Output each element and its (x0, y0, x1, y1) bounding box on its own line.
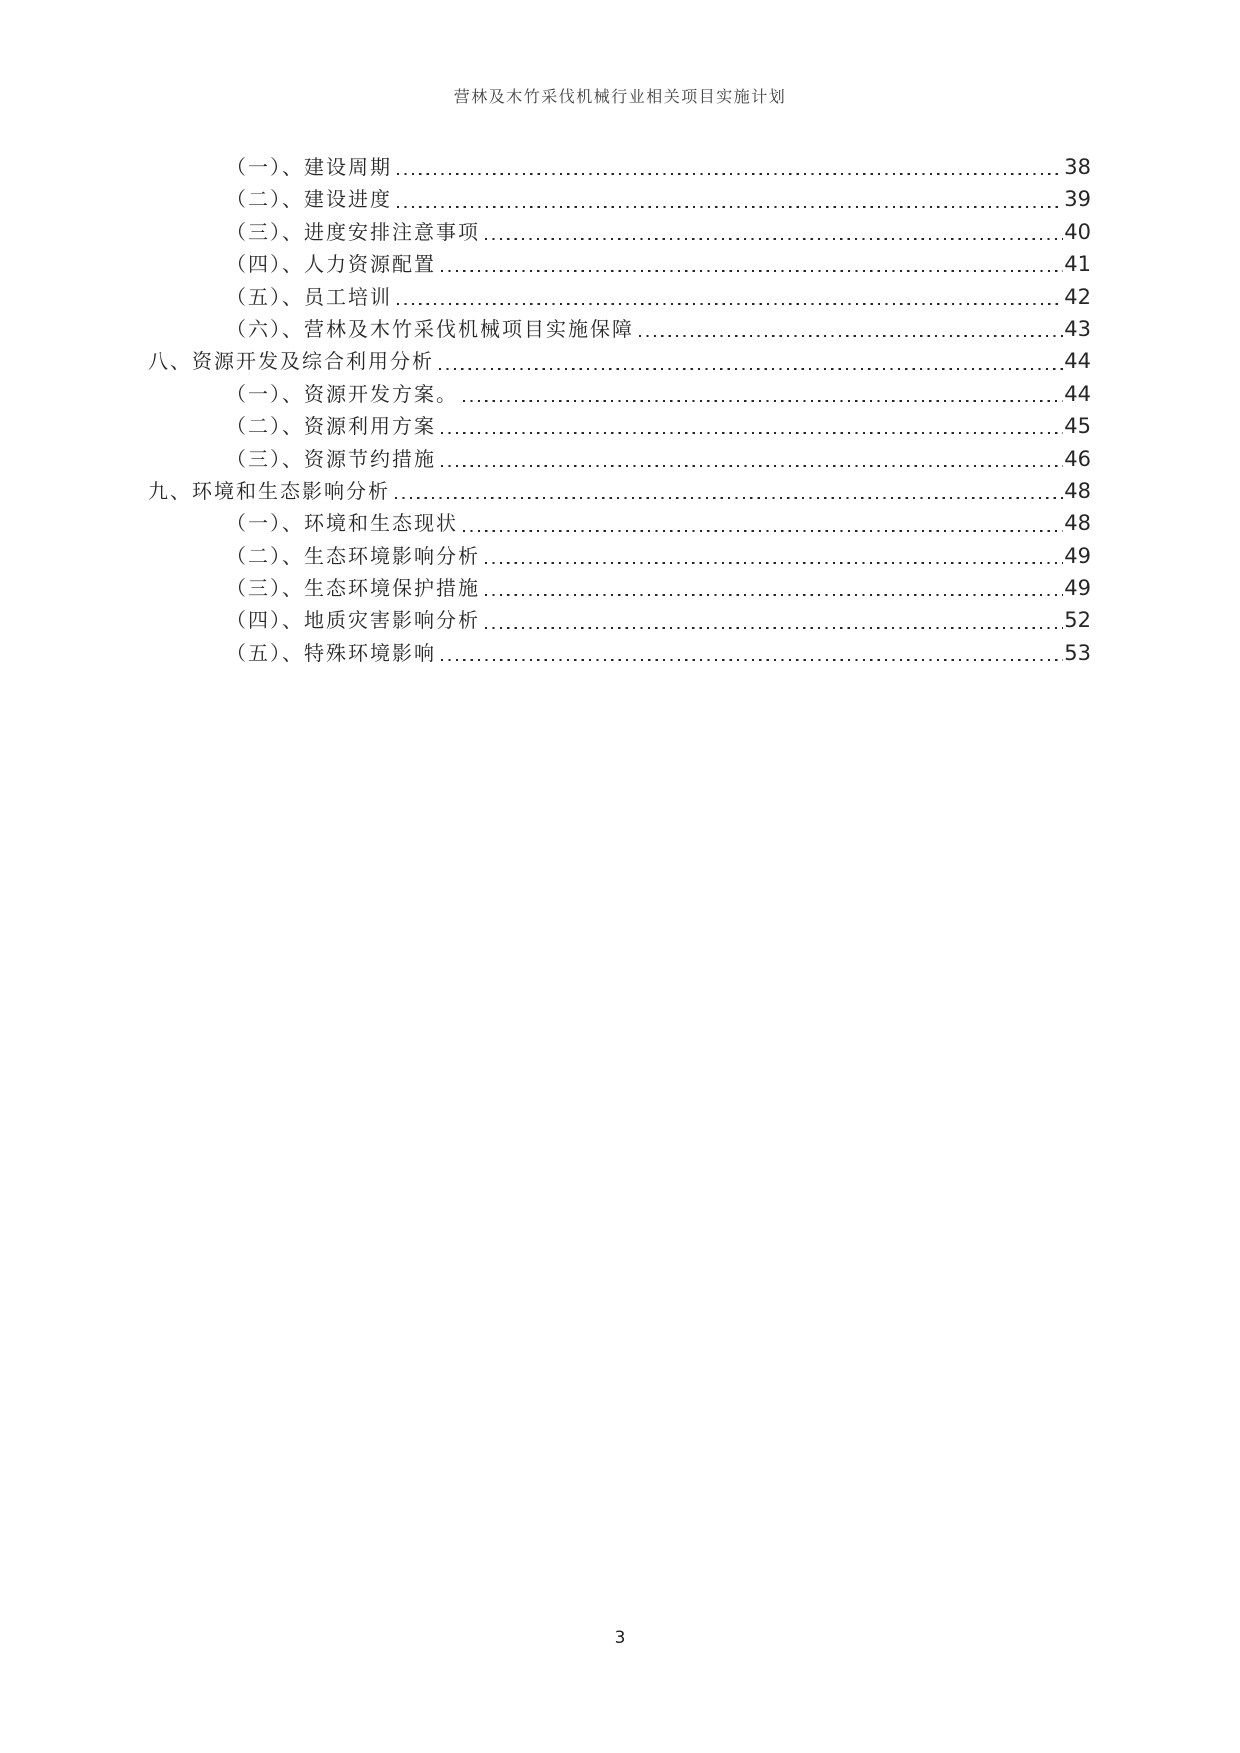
toc-leader-dots (441, 637, 1063, 669)
toc-leader-dots (441, 248, 1063, 280)
toc-entry-label: （一）、环境和生态现状 (226, 511, 458, 536)
toc-entry[interactable] (148, 248, 1091, 280)
toc-leader-dots (441, 443, 1063, 475)
toc-leader-dots (463, 378, 1063, 410)
toc-entry-label: （二）、生态环境影响分析 (226, 543, 480, 568)
toc-entry-label: （二）、资源利用方案 (226, 414, 436, 439)
toc-entry-label: （一）、建设周期 (226, 155, 392, 179)
document-header-title: 营林及木竹采伐机械行业相关项目实施计划 (453, 87, 787, 106)
toc-entry-label: （四）、人力资源配置 (226, 252, 436, 277)
toc-entry[interactable] (148, 151, 1091, 183)
toc-entry-label: （四）、地质灾害影响分析 (226, 608, 480, 633)
toc-leader-dots (463, 507, 1063, 539)
toc-entry-label: （六）、营林及木竹采伐机械项目实施保障 (226, 316, 634, 341)
toc-entry-page-number: 53 (1064, 640, 1091, 665)
toc-leader-dots (397, 183, 1063, 215)
toc-entry-page-number: 52 (1064, 608, 1091, 633)
toc-entry-page-number: 43 (1064, 316, 1091, 341)
toc-entry[interactable] (148, 345, 1091, 377)
toc-entry-page-number: 46 (1064, 446, 1091, 471)
toc-leader-dots (397, 281, 1063, 313)
toc-entry[interactable] (148, 475, 1091, 507)
toc-leader-dots (485, 572, 1063, 604)
toc-entry[interactable] (148, 378, 1091, 410)
toc-leader-dots (397, 151, 1063, 183)
toc-entry-label: （三）、进度安排注意事项 (226, 219, 480, 244)
toc-entry[interactable] (148, 540, 1091, 572)
toc-entry-label: （二）、建设进度 (226, 187, 392, 212)
toc-entry[interactable] (148, 410, 1091, 442)
footer-page-number: 3 (614, 1628, 626, 1648)
toc-entry-page-number: 49 (1064, 576, 1091, 601)
toc-entry[interactable] (148, 216, 1091, 248)
toc-entry-page-number: 42 (1064, 284, 1091, 309)
toc-entry[interactable] (148, 572, 1091, 604)
toc-entry-page-number: 41 (1064, 252, 1091, 277)
toc-entry-page-number: 48 (1064, 511, 1091, 536)
toc-entry[interactable] (148, 281, 1091, 313)
toc-entry-page-number: 40 (1064, 219, 1091, 244)
toc-entry-label: 八、资源开发及综合利用分析 (148, 349, 434, 374)
toc-entry-page-number: 44 (1064, 349, 1091, 374)
toc-entry-page-number: 39 (1064, 187, 1091, 212)
toc-leader-dots (485, 216, 1063, 248)
toc-entry-label: （五）、员工培训 (226, 284, 392, 309)
toc-entry[interactable] (148, 637, 1091, 669)
toc-leader-dots (439, 345, 1063, 377)
toc-entry-label: （三）、资源节约措施 (226, 446, 436, 471)
toc-entry-page-number: 48 (1064, 478, 1091, 503)
toc-leader-dots (639, 313, 1063, 345)
toc-entry-label: 九、环境和生态影响分析 (148, 478, 390, 503)
toc-entry-page-number: 38 (1064, 155, 1091, 179)
toc-entry-label: （三）、生态环境保护措施 (226, 576, 480, 601)
toc-leader-dots (395, 475, 1063, 507)
toc-entry[interactable] (148, 183, 1091, 215)
toc-entry-page-number: 49 (1064, 543, 1091, 568)
toc-leader-dots (441, 410, 1063, 442)
toc-entry[interactable] (148, 507, 1091, 539)
toc-entry[interactable] (148, 604, 1091, 636)
toc-leader-dots (485, 604, 1063, 636)
toc-entry-page-number: 44 (1064, 381, 1091, 406)
toc-entry[interactable] (148, 313, 1091, 345)
toc-leader-dots (485, 540, 1063, 572)
toc-entry[interactable] (148, 443, 1091, 475)
toc-entry-page-number: 45 (1064, 414, 1091, 439)
table-of-contents (148, 151, 1091, 669)
toc-entry-label: （五）、特殊环境影响 (226, 640, 436, 665)
toc-entry-label: （一）、资源开发方案。 (226, 381, 458, 406)
